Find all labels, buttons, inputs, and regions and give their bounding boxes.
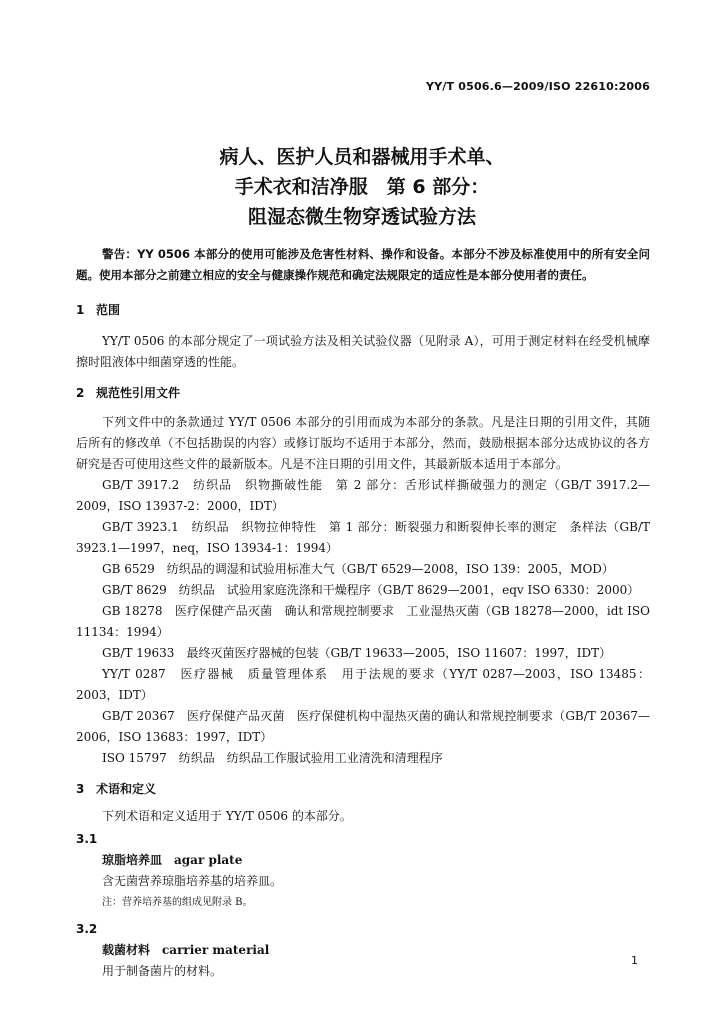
reference-item: GB/T 20367 医疗保健产品灭菌 医疗保健机构中湿热灭菌的确认和常规控制要求（GB/T 20367—2006，ISO 13683：1997，IDT） — [76, 709, 650, 744]
warning-paragraph: 警告：YY 0506 本部分的使用可能涉及危害性材料、操作和设备。本部分不涉及标准使用中的所有安全问题。使用本部分之前建立相应的安全与健康操作规范和确定法规限定的适应性是本部分使用者的责任。 — [76, 247, 650, 282]
reference-item: GB/T 3917.2 纺织品 织物撕破性能 第 2 部分：舌形试样撕破强力的测定（GB/T 3917.2—2009，ISO 13937-2：2000，IDT） — [76, 478, 650, 513]
section-3-intro: 下列术语和定义适用于 YY/T 0506 的本部分。 — [102, 809, 352, 823]
reference-item: GB/T 19633 最终灭菌医疗器械的包装（GB/T 19633—2005，ISO 11607：1997，IDT） — [102, 646, 612, 660]
section-1-title: 范围 — [96, 303, 121, 317]
title-line-2: 手术衣和洁净服 第 6 部分： — [234, 176, 490, 198]
section-3-title: 术语和定义 — [96, 782, 157, 796]
reference-item: GB/T 8629 纺织品 试验用家庭洗涤和干燥程序（GB/T 8629—2001，eqv ISO 6330：2000） — [102, 583, 640, 597]
section-3-heading — [76, 779, 650, 800]
normative-references-list — [76, 475, 650, 769]
reference-item: GB/T 3923.1 纺织品 织物拉伸特性 第 1 部分：断裂强力和断裂伸长率的测定 条样法（GB/T 3923.1—1997，neq，ISO 13934-1：1994） — [76, 520, 650, 555]
page-number: 1 — [631, 954, 638, 967]
term-3-1-title: 琼脂培养皿 agar plate — [102, 853, 243, 867]
term-3-2-title: 载菌材料 carrier material — [102, 943, 270, 957]
standard-number-header: YY/T 0506.6—2009/ISO 22610:2006 — [425, 80, 650, 93]
term-3-1-note: 注：营养培养基的组成见附录 B。 — [102, 897, 253, 908]
section-1-text: YY/T 0506 的本部分规定了一项试验方法及相关试验仪器（见附录 A），可用于测定材料在经受机械摩擦时阻液体中细菌穿透的性能。 — [76, 334, 650, 369]
section-2-title: 规范性引用文件 — [96, 386, 181, 400]
title-line-1: 病人、医护人员和器械用手术单、 — [219, 146, 505, 168]
reference-item: GB 6529 纺织品的调湿和试验用标准大气（GB/T 6529—2008，ISO 139：2005，MOD） — [102, 562, 614, 576]
section-2-heading — [76, 383, 650, 404]
title-line-3: 阻湿态微生物穿透试验方法 — [247, 206, 476, 228]
term-3-2-definition: 用于制备菌片的材料。 — [102, 964, 223, 978]
section-2-intro: 下列文件中的条款通过 YY/T 0506 本部分的引用而成为本部分的条款。凡是注日期的引用文件，其随后所有的修改单（不包括勘误的内容）或修订版均不适用于本部分，然而，鼓励根据本部分达成协议的各方研究是否可使用这些文件的最新版本。凡是不注日期的引用文件，其最新版本适用于本部分。 — [76, 415, 650, 471]
term-3-1-definition: 含无菌营养琼脂培养基的培养皿。 — [102, 874, 283, 888]
document-body — [76, 244, 650, 982]
section-1-heading — [76, 300, 650, 321]
term-3-2-number: 3.2 — [76, 922, 98, 936]
term-3-1-number: 3.1 — [76, 832, 98, 846]
section-2-number: 2 — [76, 386, 85, 400]
reference-item: GB 18278 医疗保健产品灭菌 确认和常规控制要求 工业湿热灭菌（GB 18278—2000，idt ISO 11134：1994） — [76, 604, 650, 639]
section-3-number: 3 — [76, 782, 85, 796]
reference-item: ISO 15797 纺织品 纺织品工作服试验用工业清洗和清理程序 — [102, 751, 443, 765]
section-1-number: 1 — [76, 303, 85, 317]
reference-item: YY/T 0287 医疗器械 质量管理体系 用于法规的要求（YY/T 0287—2003，ISO 13485：2003，IDT） — [76, 667, 650, 702]
document-title — [0, 142, 724, 232]
